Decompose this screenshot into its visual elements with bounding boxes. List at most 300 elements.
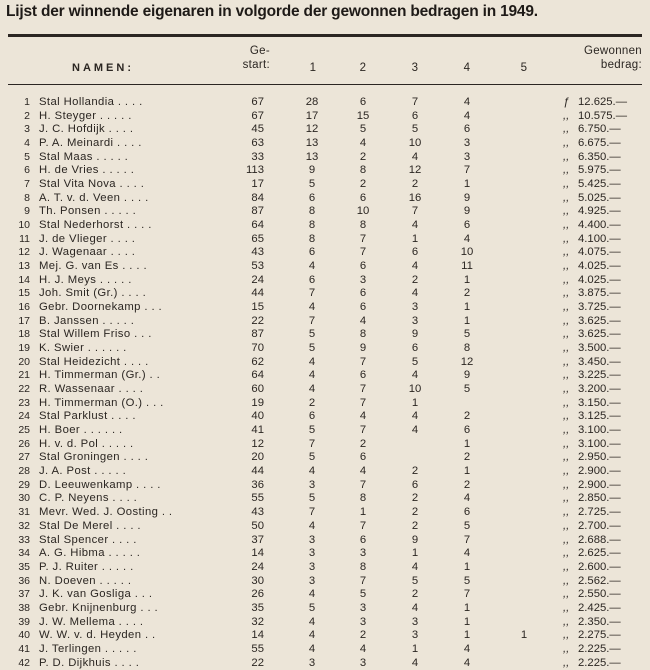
- place-2-count: 6: [359, 260, 367, 273]
- place-4-count: 6: [463, 219, 471, 232]
- owner-name: Stal Willem Friso . . .: [39, 328, 152, 341]
- place-4-count: 9: [463, 369, 471, 382]
- place-2-count: 7: [359, 519, 367, 532]
- place-3-count: 4: [411, 260, 419, 273]
- row-number: 28: [18, 465, 30, 478]
- place-3-count: 7: [411, 205, 419, 218]
- owner-name: H. Timmerman (O.) . . .: [39, 396, 164, 409]
- owner-name: H. v. d. Pol . . . . .: [39, 437, 134, 450]
- top-rule: [8, 34, 642, 37]
- place-1-count: 13: [305, 150, 319, 163]
- place-2-count: 3: [359, 615, 367, 628]
- place-1-count: 8: [308, 232, 316, 245]
- row-number: 27: [18, 451, 30, 464]
- starts-count: 32: [251, 615, 264, 628]
- place-2-count: 7: [359, 232, 367, 245]
- place-3-count: 2: [411, 465, 419, 478]
- header-gestart: [230, 44, 270, 72]
- owner-name: Stal Maas . . . . .: [39, 150, 129, 163]
- place-4-count: 1: [463, 560, 471, 573]
- place-3-count: 9: [411, 533, 419, 546]
- currency-mark: ,,: [563, 123, 570, 136]
- place-3-count: 10: [408, 383, 422, 396]
- place-1-count: 5: [308, 178, 316, 191]
- owners-table: [0, 96, 650, 670]
- currency-mark: ,,: [563, 629, 570, 642]
- place-2-count: 6: [359, 287, 367, 300]
- prize-amount: 2.350.—: [578, 615, 621, 628]
- prize-amount: 2.950.—: [578, 451, 621, 464]
- starts-count: 43: [251, 246, 264, 259]
- starts-count: 63: [251, 137, 264, 150]
- owner-name: J. Terlingen . . . . .: [39, 642, 137, 655]
- place-2-count: 8: [359, 560, 367, 573]
- place-4-count: 9: [463, 205, 471, 218]
- starts-count: 17: [251, 178, 264, 191]
- prize-amount: 4.025.—: [578, 273, 621, 286]
- owner-name: P. A. Meinardi . . . .: [39, 137, 142, 150]
- place-1-count: 8: [308, 205, 316, 218]
- row-number: 13: [18, 260, 30, 273]
- place-4-count: 4: [463, 492, 471, 505]
- table-row: [0, 492, 650, 506]
- starts-count: 55: [251, 492, 264, 505]
- table-row: [0, 506, 650, 520]
- table-row: [0, 520, 650, 534]
- row-number: 25: [18, 424, 30, 437]
- owner-name: Mej. G. van Es . . . .: [39, 260, 147, 273]
- prize-amount: 3.875.—: [578, 287, 621, 300]
- prize-amount: 5.425.—: [578, 178, 621, 191]
- owner-name: Stal Spencer . . . .: [39, 533, 137, 546]
- place-3-count: 2: [411, 492, 419, 505]
- place-1-count: 3: [308, 574, 316, 587]
- header-place-4: 4: [463, 62, 471, 74]
- currency-mark: ,,: [563, 615, 570, 628]
- prize-amount: 4.100.—: [578, 232, 621, 245]
- table-row: [0, 657, 650, 670]
- place-4-count: 4: [463, 109, 471, 122]
- place-2-count: 3: [359, 656, 367, 669]
- table-row: [0, 534, 650, 548]
- row-number: 30: [18, 492, 30, 505]
- place-2-count: 6: [359, 451, 367, 464]
- place-4-count: 1: [463, 615, 471, 628]
- currency-mark: ,,: [563, 232, 570, 245]
- table-row: [0, 369, 650, 383]
- table-row: [0, 547, 650, 561]
- place-4-count: 1: [463, 314, 471, 327]
- owner-name: P. J. Ruiter . . . . .: [39, 560, 134, 573]
- place-4-count: 1: [463, 465, 471, 478]
- place-1-count: 4: [308, 629, 316, 642]
- page-title: Lijst der winnende eigenaren in volgorde der gewonnen bedragen in 1949.: [6, 3, 538, 20]
- currency-mark: ,,: [563, 642, 570, 655]
- row-number: 33: [18, 533, 30, 546]
- starts-count: 35: [251, 601, 264, 614]
- place-1-count: 12: [305, 123, 319, 136]
- place-3-count: 3: [411, 301, 419, 314]
- table-row: [0, 315, 650, 329]
- place-4-count: 4: [463, 642, 471, 655]
- prize-amount: 5.975.—: [578, 164, 621, 177]
- place-4-count: 7: [463, 164, 471, 177]
- place-1-count: 4: [308, 355, 316, 368]
- currency-mark: ,,: [563, 478, 570, 491]
- place-1-count: 6: [308, 410, 316, 423]
- place-4-count: 3: [463, 137, 471, 150]
- place-3-count: 9: [411, 328, 419, 341]
- currency-mark: ,,: [563, 314, 570, 327]
- place-3-count: 6: [411, 246, 419, 259]
- currency-mark: ,,: [563, 383, 570, 396]
- place-4-count: 2: [463, 451, 471, 464]
- owner-name: Stal Hollandia . . . .: [39, 96, 143, 108]
- place-1-count: 6: [308, 273, 316, 286]
- place-2-count: 6: [359, 369, 367, 382]
- prize-amount: 2.425.—: [578, 601, 621, 614]
- prize-amount: 3.100.—: [578, 424, 621, 437]
- place-4-count: 1: [463, 601, 471, 614]
- prize-amount: 2.550.—: [578, 588, 621, 601]
- place-2-count: 6: [359, 191, 367, 204]
- place-5-count: 1: [520, 629, 528, 642]
- place-2-count: 6: [359, 301, 367, 314]
- place-1-count: 8: [308, 219, 316, 232]
- currency-mark: ,,: [563, 219, 570, 232]
- starts-count: 64: [251, 219, 264, 232]
- place-1-count: 4: [308, 369, 316, 382]
- place-2-count: 7: [359, 478, 367, 491]
- place-2-count: 7: [359, 396, 367, 409]
- starts-count: 60: [251, 383, 264, 396]
- starts-count: 43: [251, 506, 264, 519]
- place-1-count: 4: [308, 615, 316, 628]
- header-place-2: 2: [359, 62, 367, 74]
- place-4-count: 11: [461, 260, 473, 273]
- currency-mark: ,,: [563, 328, 570, 341]
- place-3-count: 4: [411, 560, 419, 573]
- header-gestart-line2: start:: [242, 59, 270, 71]
- table-row: [0, 410, 650, 424]
- owner-name: J. K. van Gosliga . . .: [39, 588, 153, 601]
- row-number: 6: [24, 164, 30, 177]
- prize-amount: 5.025.—: [578, 191, 621, 204]
- prize-amount: 3.625.—: [578, 314, 621, 327]
- starts-count: 64: [251, 369, 264, 382]
- table-row: [0, 164, 650, 178]
- row-number: 29: [18, 478, 30, 491]
- prize-amount: 2.900.—: [578, 465, 621, 478]
- place-4-count: 2: [463, 287, 471, 300]
- currency-mark: ,,: [563, 287, 570, 300]
- place-2-count: 4: [359, 642, 367, 655]
- starts-count: 113: [245, 164, 264, 177]
- table-row: [0, 465, 650, 479]
- starts-count: 37: [251, 533, 264, 546]
- owner-name: J. Wagenaar . . . .: [39, 246, 136, 259]
- prize-amount: 2.700.—: [578, 519, 621, 532]
- place-2-count: 7: [359, 424, 367, 437]
- owner-name: R. Wassenaar . . . .: [39, 383, 144, 396]
- starts-count: 44: [251, 465, 264, 478]
- starts-count: 14: [251, 629, 264, 642]
- prize-amount: 4.925.—: [578, 205, 621, 218]
- owner-name: H. Steyger . . . . .: [39, 109, 132, 122]
- place-4-count: 6: [463, 506, 471, 519]
- table-row: [0, 205, 650, 219]
- place-4-count: 1: [463, 437, 471, 450]
- place-4-count: 1: [463, 273, 471, 286]
- starts-count: 44: [251, 287, 264, 300]
- place-3-count: 4: [411, 410, 419, 423]
- place-1-count: 3: [308, 547, 316, 560]
- place-2-count: 4: [359, 314, 367, 327]
- table-row: [0, 342, 650, 356]
- header-gewonnen-line1: Gewonnen: [583, 45, 642, 57]
- place-1-count: 17: [305, 109, 319, 122]
- place-1-count: 7: [308, 314, 316, 327]
- owner-name: Stal Nederhorst . . . .: [39, 219, 152, 232]
- prize-amount: 3.500.—: [578, 342, 621, 355]
- place-2-count: 2: [359, 178, 367, 191]
- place-2-count: 3: [359, 601, 367, 614]
- currency-mark: ,,: [563, 301, 570, 314]
- table-row: [0, 328, 650, 342]
- place-1-count: 4: [308, 465, 316, 478]
- place-1-count: 5: [308, 451, 316, 464]
- row-number: 31: [18, 506, 30, 519]
- header-namen: NAMEN:: [72, 62, 134, 74]
- place-3-count: 1: [411, 642, 419, 655]
- row-number: 24: [18, 410, 30, 423]
- row-number: 16: [18, 301, 30, 314]
- table-row: [0, 451, 650, 465]
- row-number: 17: [18, 314, 30, 327]
- prize-amount: 4.400.—: [578, 219, 621, 232]
- prize-amount: 6.750.—: [578, 123, 621, 136]
- row-number: 41: [18, 642, 30, 655]
- place-2-count: 5: [359, 123, 367, 136]
- place-1-count: 3: [308, 560, 316, 573]
- row-number: 34: [18, 547, 30, 560]
- place-4-count: 10: [460, 246, 474, 259]
- row-number: 4: [24, 137, 30, 150]
- row-number: 5: [24, 150, 30, 163]
- currency-mark: ,,: [563, 574, 570, 587]
- place-3-count: 5: [411, 355, 419, 368]
- prize-amount: 2.688.—: [578, 533, 621, 546]
- currency-mark: ,,: [563, 273, 570, 286]
- place-1-count: 4: [308, 301, 316, 314]
- starts-count: 67: [251, 109, 264, 122]
- table-row: [0, 383, 650, 397]
- place-2-count: 1: [359, 506, 367, 519]
- currency-mark: ,,: [563, 547, 570, 560]
- place-1-count: 6: [308, 191, 316, 204]
- owner-name: Mevr. Wed. J. Oosting . .: [39, 506, 173, 519]
- place-2-count: 7: [359, 574, 367, 587]
- place-4-count: 1: [463, 301, 471, 314]
- starts-count: 19: [251, 396, 264, 409]
- owner-name: W. W. v. d. Heyden . .: [39, 629, 156, 642]
- currency-mark: ,,: [563, 506, 570, 519]
- place-1-count: 9: [308, 164, 316, 177]
- place-1-count: 4: [308, 642, 316, 655]
- table-row: [0, 575, 650, 589]
- table-row: [0, 110, 650, 124]
- row-number: 36: [18, 574, 30, 587]
- place-3-count: 6: [411, 478, 419, 491]
- row-number: 26: [18, 437, 30, 450]
- prize-amount: 3.625.—: [578, 328, 621, 341]
- row-number: 10: [18, 219, 30, 232]
- currency-mark: ,,: [563, 656, 570, 669]
- header-rule: [8, 84, 642, 85]
- place-1-count: 6: [308, 246, 316, 259]
- table-row: [0, 233, 650, 247]
- header-gestart-line1: Ge-: [249, 45, 270, 57]
- starts-count: 22: [251, 656, 264, 669]
- currency-mark: ,,: [563, 437, 570, 450]
- place-4-count: 12: [460, 355, 474, 368]
- currency-mark: ,,: [563, 424, 570, 437]
- place-2-count: 4: [359, 410, 367, 423]
- place-4-count: 2: [463, 478, 471, 491]
- owner-name: D. Leeuwenkamp . . . .: [39, 478, 161, 491]
- place-1-count: 5: [308, 601, 316, 614]
- place-4-count: 1: [463, 178, 471, 191]
- place-4-count: 6: [463, 123, 471, 136]
- place-3-count: 4: [411, 287, 419, 300]
- prize-amount: 3.725.—: [578, 301, 621, 314]
- starts-count: 55: [251, 642, 264, 655]
- table-row: [0, 151, 650, 165]
- currency-mark: ,,: [563, 260, 570, 273]
- header-place-1: 1: [309, 62, 317, 74]
- owner-name: H. Boer . . . . . .: [39, 424, 123, 437]
- table-row: [0, 438, 650, 452]
- place-3-count: 12: [408, 164, 422, 177]
- place-2-count: 6: [359, 96, 367, 108]
- place-2-count: 8: [359, 164, 367, 177]
- owner-name: J. W. Mellema . . . .: [39, 615, 144, 628]
- starts-count: 26: [251, 588, 264, 601]
- table-row: [0, 246, 650, 260]
- currency-mark: ,,: [563, 191, 570, 204]
- header-gewonnen-line2: bedrag:: [600, 59, 642, 71]
- place-1-count: 28: [305, 96, 319, 108]
- table-row: [0, 561, 650, 575]
- starts-count: 65: [251, 232, 264, 245]
- starts-count: 45: [251, 123, 264, 136]
- place-1-count: 7: [308, 506, 316, 519]
- place-3-count: 3: [411, 314, 419, 327]
- place-2-count: 3: [359, 273, 367, 286]
- prize-amount: 4.025.—: [578, 260, 621, 273]
- place-3-count: 4: [411, 219, 419, 232]
- place-2-count: 4: [359, 465, 367, 478]
- owner-name: H. Timmerman (Gr.) . .: [39, 369, 161, 382]
- place-1-count: 3: [308, 478, 316, 491]
- table-row: [0, 96, 650, 110]
- starts-count: 84: [251, 191, 264, 204]
- table-row: [0, 260, 650, 274]
- place-4-count: 4: [463, 96, 471, 108]
- header-place-3: 3: [411, 62, 419, 74]
- table-row: [0, 588, 650, 602]
- place-4-count: 5: [463, 574, 471, 587]
- prize-amount: 3.200.—: [578, 383, 621, 396]
- prize-amount: 2.625.—: [578, 547, 621, 560]
- place-1-count: 7: [308, 437, 316, 450]
- row-number: 7: [24, 178, 30, 191]
- starts-count: 62: [251, 355, 264, 368]
- owner-name: A. G. Hibma . . . . .: [39, 547, 141, 560]
- prize-amount: 3.450.—: [578, 355, 621, 368]
- row-number: 20: [18, 355, 30, 368]
- prize-amount: 2.725.—: [578, 506, 621, 519]
- table-row: [0, 424, 650, 438]
- currency-mark: ,,: [563, 560, 570, 573]
- owner-name: Stal Groningen . . . .: [39, 451, 149, 464]
- row-number: 18: [18, 328, 30, 341]
- row-number: 2: [24, 109, 30, 122]
- place-4-count: 5: [463, 328, 471, 341]
- prize-amount: 12.625.—: [578, 96, 627, 108]
- owner-name: J. de Vlieger . . . .: [39, 232, 136, 245]
- place-1-count: 5: [308, 342, 316, 355]
- row-number: 32: [18, 519, 30, 532]
- owner-name: Gebr. Doornekamp . . .: [39, 301, 163, 314]
- row-number: 38: [18, 601, 30, 614]
- prize-amount: 3.225.—: [578, 369, 621, 382]
- owner-name: A. T. v. d. Veen . . . .: [39, 191, 149, 204]
- place-4-count: 1: [463, 629, 471, 642]
- place-3-count: 2: [411, 506, 419, 519]
- currency-mark: ,,: [563, 519, 570, 532]
- row-number: 9: [24, 205, 30, 218]
- place-3-count: 4: [411, 424, 419, 437]
- starts-count: 67: [251, 96, 264, 108]
- row-number: 21: [18, 369, 30, 382]
- table-row: [0, 629, 650, 643]
- table-row: [0, 192, 650, 206]
- currency-mark: ,,: [563, 533, 570, 546]
- owner-name: P. D. Dijkhuis . . . .: [39, 656, 140, 669]
- place-4-count: 3: [463, 150, 471, 163]
- place-2-count: 6: [359, 533, 367, 546]
- header-gewonnen-bedrag: [560, 44, 642, 72]
- table-row: [0, 616, 650, 630]
- table-row: [0, 178, 650, 192]
- place-4-count: 8: [463, 342, 471, 355]
- row-number: 35: [18, 560, 30, 573]
- place-3-count: 5: [411, 123, 419, 136]
- place-1-count: 5: [308, 328, 316, 341]
- place-4-count: 4: [463, 232, 471, 245]
- owner-name: H. de Vries . . . . .: [39, 164, 135, 177]
- table-row: [0, 643, 650, 657]
- place-3-count: 2: [411, 178, 419, 191]
- row-number: 37: [18, 588, 30, 601]
- prize-amount: 2.562.—: [578, 574, 621, 587]
- starts-count: 87: [251, 205, 264, 218]
- place-2-count: 9: [359, 342, 367, 355]
- place-3-count: 16: [408, 191, 422, 204]
- currency-mark: ,,: [563, 355, 570, 368]
- currency-mark: ,,: [563, 588, 570, 601]
